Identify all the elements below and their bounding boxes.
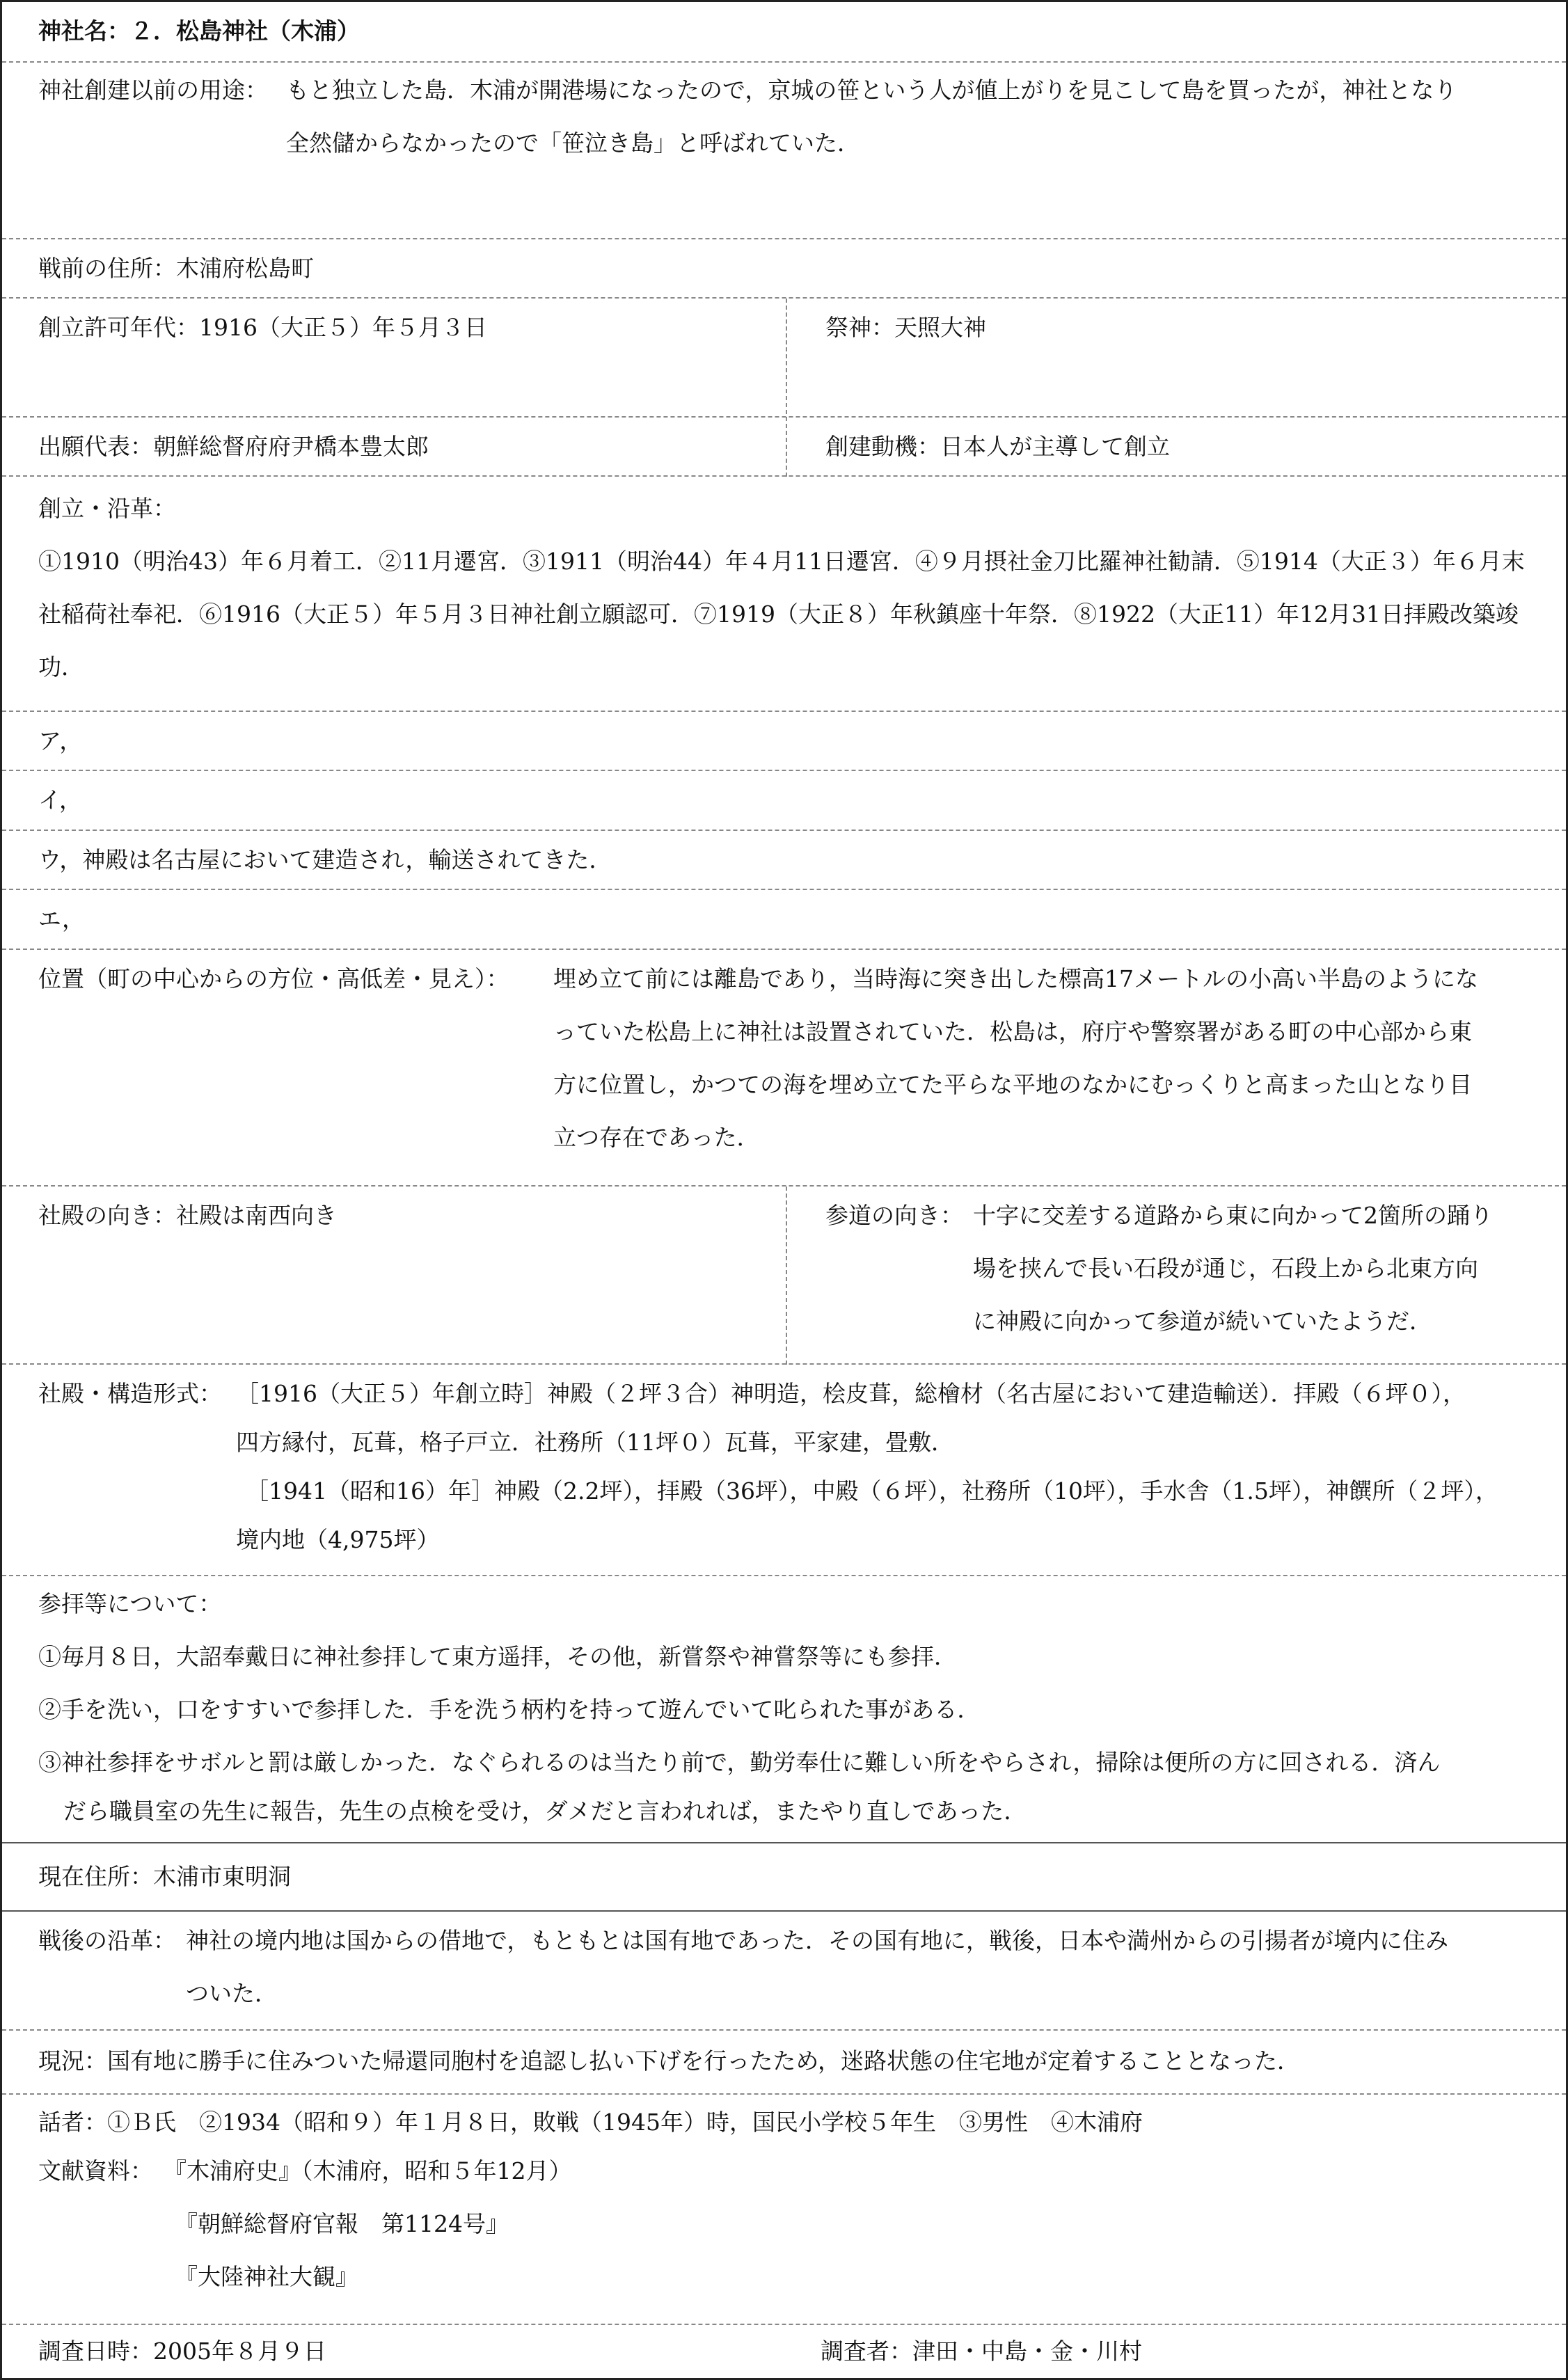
column-divider-middle: [786, 1187, 787, 1365]
history-label: 創立・沿革：: [38, 495, 176, 522]
source-item-2: 『朝鮮総督府官報 第1124号』: [175, 2210, 509, 2237]
orientation-row: [2, 1187, 1566, 1365]
location-line-3: 方に位置し，かつての海を埋め立てた平らな平地のなかにむっくりと高まった山となり目: [553, 1071, 1472, 1098]
item-u-row: [2, 831, 1566, 890]
speaker-sources-row: [2, 2095, 1566, 2325]
approach-label: 参道の向き：: [825, 1202, 963, 1229]
structure-row: [2, 1365, 1566, 1576]
location-line-2: っていた松島上に神社は設置されていた．松島は，府庁や警察署がある町の中心部から東: [553, 1018, 1472, 1045]
current-state: 現況：国有地に勝手に住みついた帰還同胞村を追認し払い下げを行ったため，迷路状態の住宅地が定着することとなった．: [38, 2047, 1301, 2074]
pre-use-label: 神社創建以前の用途：: [38, 77, 268, 104]
sources-label: 文献資料：: [38, 2157, 153, 2184]
location-line-1: 埋め立て前には離島であり，当時海に突き出した標高17メートルの小高い半島のようにな: [553, 965, 1478, 992]
location-line-4: 立つ存在であった．: [553, 1124, 760, 1151]
worship-row: [2, 1576, 1566, 1843]
approach-line-2: 場を挟んで長い石段が通じ，石段上から北東方向: [973, 1255, 1478, 1282]
prewar-address: 戦前の住所：木浦府松島町: [38, 255, 314, 282]
source-item-1: 『木浦府史』（木浦府，昭和５年12月）: [164, 2157, 572, 2184]
structure-line-2: 四方縁付，瓦葺，格子戸立．社務所（11坪０）瓦葺，平家建，畳敷．: [236, 1429, 954, 1456]
deity: 祭神：天照大神: [825, 314, 986, 341]
pre-use-line-1: もと独立した島．木浦が開港場になったので，京城の笹という人が値上がりを見こして島を買ったが，神社となり: [286, 77, 1457, 104]
postwar-label: 戦後の沿革：: [38, 1927, 176, 1954]
applicant-row: [2, 418, 1566, 477]
item-u: ウ，神殿は名古屋において建造され，輸送されてきた．: [38, 846, 612, 873]
approach-line-1: 十字に交差する道路から東に向かって2箇所の踊り: [973, 1202, 1493, 1229]
survey-row: [2, 2325, 1566, 2378]
source-item-3: 『大陸神社大観』: [175, 2263, 358, 2290]
worship-line-2: ②手を洗い，口をすすいで参拝した．手を洗う柄杓を持って遊んでいて叱られた事がある．: [38, 1696, 981, 1723]
item-i: イ，: [38, 786, 83, 814]
history-line-2: 社稲荷社奉祀．⑥1916（大正５）年５月３日神社創立願認可．⑦1919（大正８）年秋鎮座十年祭．⑧1922（大正11）年12月31日拝殿改築竣: [38, 601, 1519, 628]
structure-line-3: ［1941（昭和16）年］神殿（2.2坪），拝殿（36坪），中殿（６坪），社務所（10坪），手水舎（1.5坪），神饌所（２坪），: [246, 1477, 1498, 1505]
founding-row: [2, 299, 1566, 418]
history-line-1: ①1910（明治43）年６月着工．②11月遷宮．③1911（明治44）年４月11日遷宮．④９月摂社金刀比羅神社勧請．⑤1914（大正３）年６月末: [38, 548, 1525, 575]
founding-date: 創立許可年代：1916（大正５）年５月３日: [38, 314, 487, 341]
structure-label: 社殿・構造形式：: [38, 1380, 222, 1407]
location-row: [2, 950, 1566, 1187]
founding-motive: 創建動機：日本人が主導して創立: [825, 433, 1170, 460]
speaker: 話者：①Ｂ氏 ②1934（昭和９）年１月８日，敗戦（1945年）時，国民小学校５年生 ③男性 ④木浦府: [38, 2109, 1143, 2136]
postwar-line-1: 神社の境内地は国からの借地で，もともとは国有地であった．その国有地に，戦後，日本や満州からの引揚者が境内に住み: [186, 1927, 1449, 1954]
prewar-address-row: [2, 239, 1566, 299]
item-e: エ，: [38, 905, 85, 933]
current-address: 現在住所：木浦市東明洞: [38, 1863, 291, 1890]
item-e-row: [2, 890, 1566, 950]
current-address-row: [2, 1843, 1566, 1912]
pre-use-row: [2, 63, 1566, 239]
item-a-row: [2, 712, 1566, 771]
current-state-row: [2, 2031, 1566, 2095]
history-line-3: 功．: [38, 653, 84, 681]
worship-line-1: ①毎月８日，大詔奉戴日に神社参拝して東方遥拝，その他，新嘗祭や神嘗祭等にも参拝．: [38, 1643, 957, 1670]
applicant: 出願代表：朝鮮総督府府尹橋本豊太郎: [38, 433, 429, 460]
column-divider-top: [786, 299, 787, 477]
pre-use-line-2: 全然儲からなかったので「笹泣き島」と呼ばれていた．: [286, 129, 860, 157]
item-a: ア，: [38, 727, 83, 754]
shrine-name-row: [2, 2, 1566, 63]
shrine-orientation: 社殿の向き：社殿は南西向き: [38, 1202, 337, 1229]
item-i-row: [2, 771, 1566, 831]
postwar-row: [2, 1912, 1566, 2031]
shrine-name: 神社名：２．松島神社（木浦）: [38, 17, 360, 45]
structure-line-1: ［1916（大正５）年創立時］神殿（２坪３合）神明造，桧皮葺，総檜材（名古屋において建造輸送）．拝殿（６坪０），: [236, 1380, 1466, 1407]
history-row: [2, 477, 1566, 712]
approach-line-3: に神殿に向かって参道が続いていたようだ．: [973, 1308, 1432, 1335]
surveyors: 調査者：津田・中島・金・川村: [821, 2338, 1142, 2365]
worship-line-3: ③神社参拝をサボルと罰は厳しかった．なぐられるのは当たり前で，勤労奉仕に難しい所をやらされ，掃除は便所の方に回される．済ん: [38, 1749, 1441, 1776]
survey-date: 調査日時：2005年８月９日: [38, 2338, 326, 2365]
postwar-line-2: ついた．: [186, 1980, 278, 2007]
worship-line-4: だら職員室の先生に報告，先生の点検を受け，ダメだと言われれば，またやり直しであった．: [63, 1798, 1027, 1825]
worship-label: 参拝等について：: [38, 1590, 222, 1617]
location-label: 位置（町の中心からの方位・高低差・見え）：: [38, 965, 509, 992]
structure-line-4: 境内地（4,975坪）: [236, 1526, 440, 1553]
